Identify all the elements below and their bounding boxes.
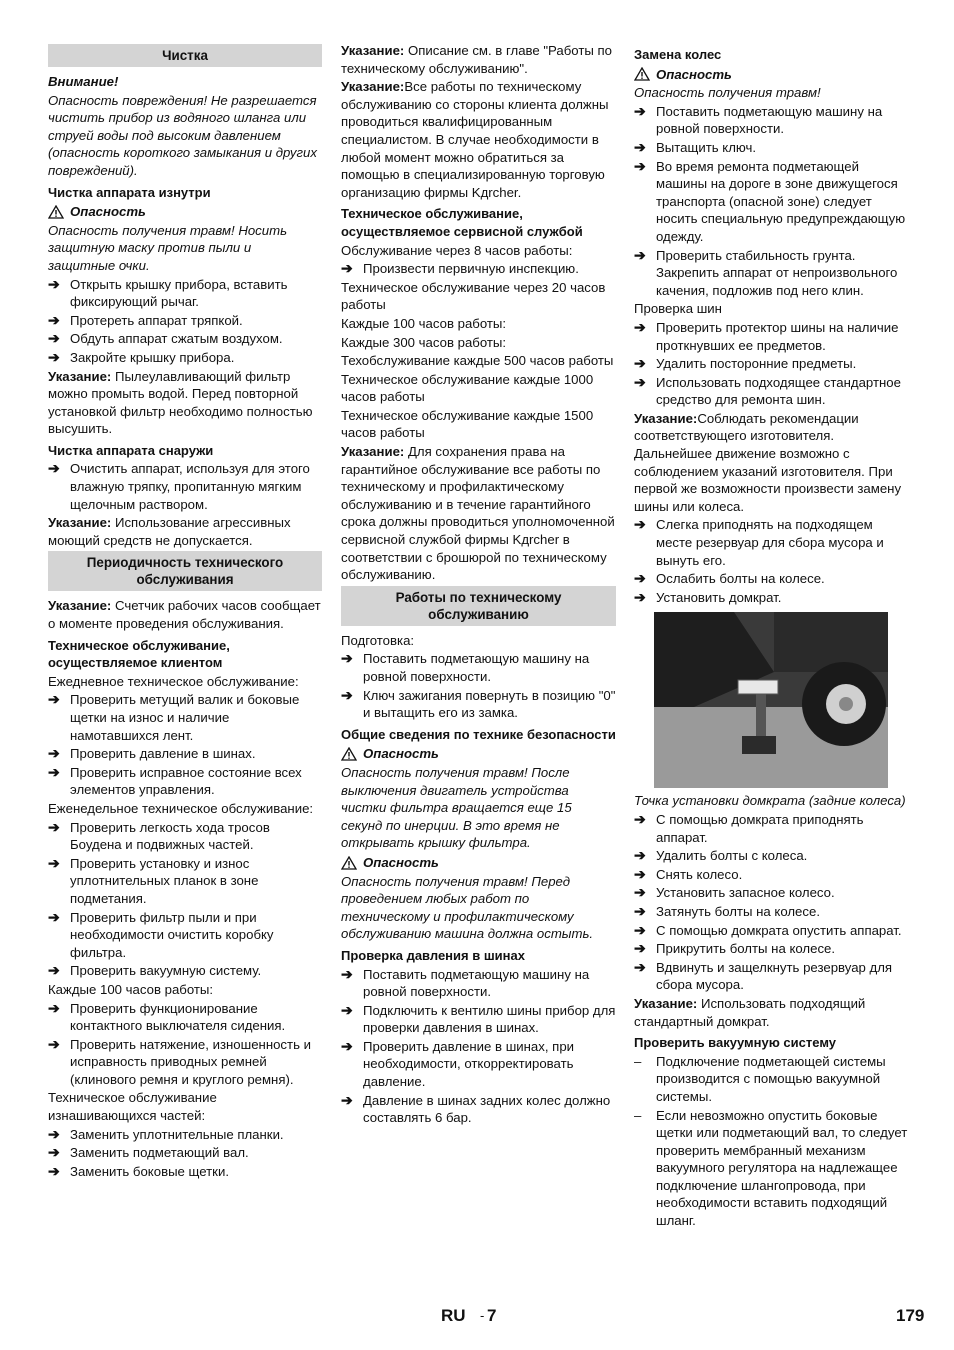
paragraph: Техническое обслуживание через 20 часов работы [341,279,606,313]
arrow-right-icon: ➔ [48,763,60,780]
paragraph: Проверка шин [634,301,722,317]
step-text: Поставить подметающую машину на ровной поверхности. [363,651,590,684]
instruction-step [341,966,616,1001]
step-text: Давление в шинах задних колес должно составлять 6 бар. [363,1092,611,1126]
instruction-step [634,922,908,940]
instruction-step [341,1038,616,1091]
arrow-right-icon: ➔ [341,1037,353,1054]
italic-paragraph: Точка установки домкрата (задние колеса) [634,793,906,809]
italic-paragraph: Опасность получения травм! [634,85,821,101]
instruction-step [48,1126,322,1144]
paragraph: Указание: Пылеулавливающий фильтр можно промыть водой. Перед повторной установкой фильтр необходимо полностью высушить. [48,368,313,437]
instruction-step [634,589,908,607]
arrow-right-icon: ➔ [634,570,646,587]
arrow-right-icon: ➔ [634,516,646,533]
arrow-right-icon: ➔ [634,811,646,827]
step-text: Установить запасное колесо. [656,885,835,901]
arrow-right-icon: ➔ [48,854,60,871]
arrow-right-icon: ➔ [634,921,646,938]
paragraph: Техническое обслуживание изнашивающихся частей: [48,1090,217,1124]
instruction-step [48,349,322,367]
warning-triangle-icon [341,747,357,761]
paragraph: Техобслуживание каждые 500 часов работы [341,353,614,369]
footer-separator: - [480,1308,485,1323]
arrow-right-icon: ➔ [634,847,646,864]
step-text: Открыть крышку прибора, вставить фиксирующий рычаг. [70,276,288,310]
instruction-step [341,1092,616,1127]
instruction-step [634,903,908,921]
paragraph: Еженедельное техническое обслуживание: [48,800,314,816]
arrow-right-icon: ➔ [48,460,60,477]
instruction-step [341,687,616,722]
paragraph: Указание: Использовать подходящий стандартный домкрат. [634,995,866,1029]
instruction-step [634,884,908,902]
instruction-step [634,374,908,409]
paragraph: Каждые 100 часов работы: [48,981,214,997]
step-text: Проверить исправное состояние всех элементов управления. [70,764,302,798]
column-left [48,42,322,1181]
italic-paragraph: Опасность получения травм! Носить защитную маску против пыли и защитные очки. [48,222,288,273]
danger-label [341,854,616,872]
step-text: Установить домкрат. [656,589,782,605]
arrow-right-icon: ➔ [634,902,646,919]
dash-list-item [634,1107,908,1230]
step-text: Закройте крышку прибора. [70,349,235,365]
section-heading: Чистка [48,44,322,67]
subheading: Проверить вакуумную систему [634,1035,836,1051]
step-text: Прикрутить болты на колесе. [656,941,836,957]
danger-text: Опасность [656,66,732,82]
step-text: Проверить метущий валик и боковые щетки на износ и наличие намотавшихся лент. [70,692,300,743]
step-text: С помощью домкрата приподнять аппарат. [656,812,864,845]
italic-paragraph: Опасность повреждения! Не разрешается чистить прибор из водяного шланга или струей воды под высоким давлением (опасность короткого замыкания и других повреждений). [48,92,317,178]
instruction-step [634,570,908,588]
step-text: Проверить стабильность грунта. Закрепить аппарат от непроизвольного качения, подложив под него клин. [656,247,898,298]
warning-triangle-icon [341,856,357,870]
step-text: Вытащить ключ. [656,139,757,155]
paragraph: Обслуживание через 8 часов работы: [341,242,573,258]
arrow-right-icon: ➔ [634,246,646,263]
step-text: Проверить давление в шинах. [70,746,256,762]
instruction-step [48,691,322,744]
step-text: Заменить подметающий вал. [70,1145,249,1161]
danger-label [634,66,908,84]
instruction-step [48,312,322,330]
instruction-step [48,1144,322,1162]
column-right [634,42,908,1231]
instruction-step [48,745,322,763]
arrow-right-icon: ➔ [48,745,60,762]
step-text: Заменить боковые щетки. [70,1163,229,1179]
arrow-right-icon: ➔ [48,1162,60,1179]
step-text: Проверить установку и износ уплотнительных планок в зоне подметания. [70,855,259,906]
arrow-right-icon: ➔ [48,962,60,979]
step-text: Проверить вакуумную систему. [70,963,262,979]
subheading: Чистка аппарата изнутри [48,184,211,200]
paragraph: Каждые 300 часов работы: [341,334,507,350]
instruction-step [634,319,908,354]
step-text: Подключение подметающей системы производится с помощью вакуумной системы. [656,1053,886,1104]
warning-triangle-icon [634,67,650,81]
step-text: Снять колесо. [656,866,743,882]
instruction-step [48,460,322,513]
instruction-step [634,811,908,846]
instruction-step [48,819,322,854]
step-text: Использовать подходящее стандартное средство для ремонта шин. [656,374,901,408]
danger-text: Опасность [363,746,439,762]
arrow-right-icon: ➔ [48,1035,60,1052]
danger-label [341,745,616,763]
step-text: Заменить уплотнительные планки. [70,1126,284,1142]
paragraph: Указание:Соблюдать рекомендации соответствующего изготовителя. Дальнейшее движение возможно с соблюдением указаний изготовителя. При первой же возможности произвести замену шины или колеса. [634,410,902,514]
instruction-step [634,516,908,569]
arrow-right-icon: ➔ [48,691,60,708]
footer-language: RU [441,1306,466,1325]
paragraph: Указание:Все работы по техническому обслуживанию со стороны клиента должны проводиться квалифицированным специалистом. В случае необходимости в любой момент можно обратиться за помощью в специализированную торговую организацию фирмы Kдrcher. [341,79,609,200]
arrow-right-icon: ➔ [48,1144,60,1161]
warning-triangle-icon [48,205,64,219]
step-text: Проверить натяжение, изношенность и исправность приводных ремней (клинового ремня и круглого ремня). [70,1036,311,1087]
paragraph: Техническое обслуживание каждые 1500 часов работы [341,407,594,441]
section-heading: Периодичность технического обслуживания [48,551,322,591]
dash-bullet: – [634,1053,642,1069]
step-text: Произвести первичную инспекцию. [363,261,579,277]
step-text: Удалить посторонние предметы. [656,356,857,372]
paragraph: Указание: Счетчик рабочих часов сообщает о моменте проведения обслуживания. [48,598,321,632]
step-text: Проверить протектор шины на наличие проткнувших ее предметов. [656,319,899,353]
paragraph: Подготовка: [341,632,415,648]
instruction-step [341,260,616,278]
dash-bullet: – [634,1107,642,1123]
arrow-right-icon: ➔ [341,260,353,277]
danger-label [48,203,322,221]
step-text: Проверить фильтр пыли и при необходимости очистить коробку фильтра. [70,909,274,960]
arrow-right-icon: ➔ [48,818,60,835]
arrow-right-icon: ➔ [341,965,353,982]
step-text: Удалить болты с колеса. [656,848,808,864]
dash-list-item [634,1053,908,1106]
italic-paragraph: Внимание! [48,74,119,89]
arrow-right-icon: ➔ [48,275,60,292]
step-text: С помощью домкрата опустить аппарат. [656,922,902,938]
paragraph: Каждые 100 часов работы: [341,315,507,331]
arrow-right-icon: ➔ [634,318,646,335]
paragraph: Указание: Использование агрессивных моющий средств не допускается. [48,515,291,548]
subheading: Техническое обслуживание, осуществляемое сервисной службой [341,206,583,239]
instruction-step [48,962,322,980]
step-text: Слегка приподнять на подходящем месте резервуар для сбора мусора и вынуть его. [656,517,884,568]
arrow-right-icon: ➔ [634,940,646,957]
arrow-right-icon: ➔ [634,958,646,975]
paragraph: Указание: Для сохранения права на гарантийное обслуживание все работы по техническому и профилактическому обслуживанию и в течение гарантийного срока должны проводиться уполномоченной сервисной службой фирмы Kдrcher в соответствии с брошюрой по техническому обслуживанию. [341,444,615,583]
instruction-step [634,247,908,300]
danger-text: Опасность [70,204,146,220]
instruction-step [634,158,908,246]
danger-text: Опасность [363,854,439,870]
step-text: Вдвинуть и защелкнуть резервуар для сбора мусора. [656,959,893,993]
step-text: Протереть аппарат тряпкой. [70,312,243,328]
arrow-right-icon: ➔ [634,138,646,155]
jack-placement-photo [654,612,888,788]
arrow-right-icon: ➔ [48,999,60,1016]
arrow-right-icon: ➔ [634,157,646,174]
arrow-right-icon: ➔ [48,908,60,925]
paragraph: Ежедневное техническое обслуживание: [48,673,299,689]
instruction-step [634,959,908,994]
step-text: Во время ремонта подметающей машины на дороге в зоне движущегося транспорта (опасной зоне) следует носить специальную предупреждающую одежду. [656,158,906,244]
instruction-step [48,855,322,908]
step-text: Поставить подметающую машину на ровной поверхности. [656,103,883,137]
step-text: Поставить подметающую машину на ровной поверхности. [363,966,590,1000]
instruction-step [48,909,322,962]
step-text: Проверить функционирование контактного выключателя сидения. [70,1000,286,1034]
step-text: Если невозможно опустить боковые щетки или подметающий вал, то следует проверить мембранный механизм вакуумного регулятора на надлежащее подключение шлангопровода, при необходимости вставить подходящий шланг. [656,1107,908,1229]
arrow-right-icon: ➔ [634,588,646,605]
subheading: Замена колес [634,47,722,62]
arrow-right-icon: ➔ [48,1125,60,1142]
instruction-step [634,139,908,157]
footer-section-page: 7 [487,1306,497,1325]
paragraph: Указание: Описание см. в главе "Работы по техническому обслуживанию". [341,43,613,76]
arrow-right-icon: ➔ [634,884,646,901]
step-text: Подключить к вентилю шины прибор для проверки давления в шинах. [363,1002,616,1036]
step-text: Проверить давление в шинах, при необходимости, откорректировать давление. [363,1038,575,1090]
paragraph: Техническое обслуживание каждые 1000 часов работы [341,371,594,405]
step-text: Обдуть аппарат сжатым воздухом. [70,331,283,347]
instruction-step [48,764,322,799]
section-heading: Работы по техническому обслуживанию [341,586,616,626]
step-text: Затянуть болты на колесе. [656,903,820,919]
page-number: 179 [896,1306,925,1325]
instruction-step [341,1002,616,1037]
instruction-step [634,355,908,373]
arrow-right-icon: ➔ [634,373,646,390]
step-text: Ослабить болты на колесе. [656,571,825,587]
arrow-right-icon: ➔ [48,330,60,347]
arrow-right-icon: ➔ [634,102,646,119]
instruction-step [634,847,908,865]
instruction-step [634,866,908,884]
step-text: Очистить аппарат, используя для этого влажную тряпку, пропитанную мягким щелочным раствором. [70,461,310,512]
step-text: Ключ зажигания повернуть в позицию "0" и вытащить его из замка. [363,687,616,721]
italic-paragraph: Опасность получения травм! После выключения двигатель устройства чистки фильтра вращается еще 15 секунд по инерции. В это время не открывать крышку фильтра. [341,764,572,851]
instruction-step [48,330,322,348]
italic-paragraph: Опасность получения травм! Перед проведением любых работ по техническому и профилактическому обслуживанию машина должна остыть. [341,873,594,942]
arrow-right-icon: ➔ [341,686,353,703]
arrow-right-icon: ➔ [48,311,60,328]
arrow-right-icon: ➔ [634,865,646,882]
instruction-step [634,103,908,138]
arrow-right-icon: ➔ [341,1091,353,1108]
instruction-step [48,1000,322,1035]
arrow-right-icon: ➔ [341,650,353,667]
subheading: Техническое обслуживание, осуществляемое клиентом [48,637,230,671]
instruction-step [48,276,322,311]
instruction-step [48,1163,322,1181]
subheading: Проверка давления в шинах [341,947,525,963]
column-middle [341,42,616,1128]
arrow-right-icon: ➔ [48,348,60,365]
step-text: Проверить легкость хода тросов Боудена и подвижных частей. [70,819,270,853]
arrow-right-icon: ➔ [341,1001,353,1018]
subheading: Чистка аппарата снаружи [48,442,214,458]
subheading: Общие сведения по технике безопасности [341,726,616,742]
instruction-step [341,650,616,685]
instruction-step [634,940,908,958]
instruction-step [48,1036,322,1089]
arrow-right-icon: ➔ [634,355,646,372]
